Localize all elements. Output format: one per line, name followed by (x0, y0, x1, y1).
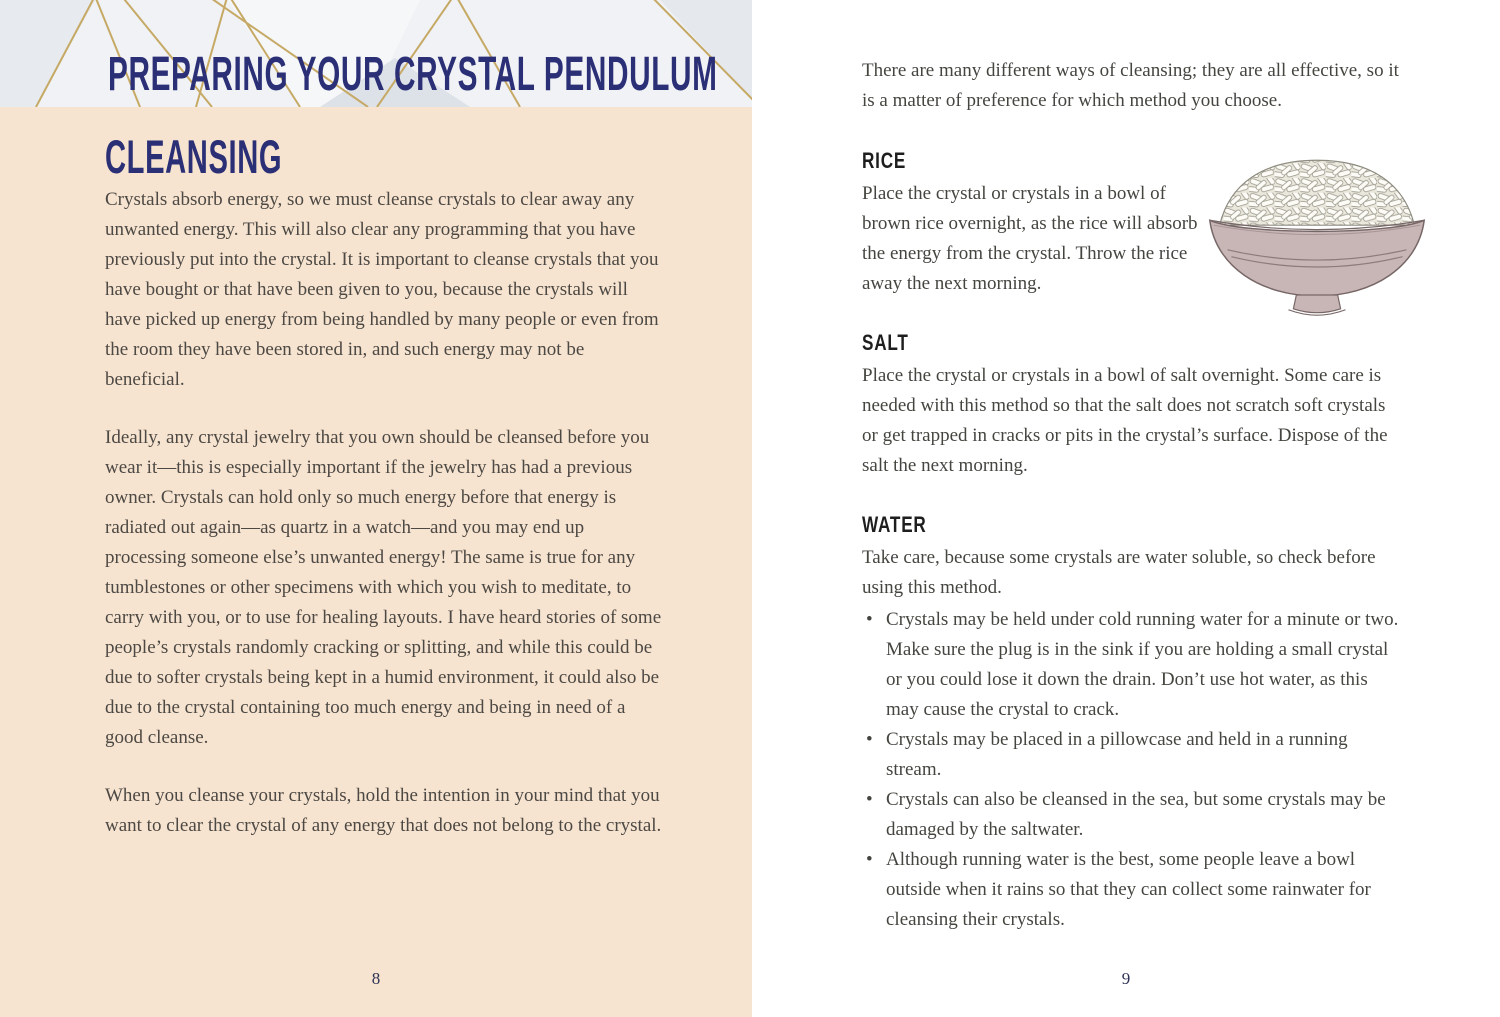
paragraph: Crystals absorb energy, so we must cleanse crystals to clear away any unwanted energy. This will also clear any programming that you have previously put into the crystal. It is important to cleanse crystals that you have bought or that have been given to you, because the crystals will have picked up energy from being handled by many people or even from the room they have been stored in, and such energy may not be beneficial. (105, 189, 659, 390)
water-bullet-list (862, 605, 1400, 935)
paragraph: Ideally, any crystal jewelry that you own should be cleansed before you wear it—this is especially important if the jewelry has had a previous owner. Crystals can hold only so much energy before that energy is radiated out again—as quartz in a watch—and you may end up processing someone else’s unwanted energy! The same is true for any tumblestones or other specimens with which you wish to meditate, to carry with you, or to use for healing layouts. I have heard stories of some people’s crystals randomly cracking or splitting, and while this could be due to softer crystals being kept in a humid environment, it could also be due to the crystal containing too much energy and being in need of a good cleanse. (105, 427, 662, 748)
page-number-left: 8 (371, 969, 381, 988)
list-item: • Although running water is the best, some people leave a bowl outside when it rains so that they can collect some rainwater for cleansing their crystals. (862, 845, 1400, 935)
intro-paragraph: There are many different ways of cleansing; they are all effective, so it is a matter of preference for which method you choose. (862, 60, 1399, 111)
method-section-salt (862, 330, 1400, 481)
section-heading-cleansing: CLEANSING (105, 130, 283, 183)
method-body: Place the crystal or crystals in a bowl of salt overnight. Some care is needed with this method so that the salt does not scratch soft crystals or get trapped in cracks or pits in the crystal’s surface. Dispose of the salt the next morning. (862, 365, 1388, 476)
left-page-body (105, 185, 663, 841)
bowl-of-rice-illustration (1198, 148, 1436, 324)
method-section-water (862, 512, 1400, 935)
rice-mound (1220, 160, 1415, 225)
method-heading-rice: RICE (862, 148, 907, 173)
method-body: Place the crystal or crystals in a bowl of brown rice overnight, as the rice will absorb the energy from the crystal. Throw the rice away the next morning. (862, 183, 1198, 294)
list-item: • Crystals can also be cleansed in the sea, but some crystals may be damaged by the saltwater. (862, 785, 1400, 845)
page-number-right: 9 (1121, 969, 1131, 988)
right-page-body (862, 0, 1400, 935)
chapter-title: PREPARING YOUR CRYSTAL PENDULUM (108, 48, 718, 101)
chapter-header (0, 0, 752, 107)
method-heading-salt: SALT (862, 330, 909, 355)
bowl-body (1210, 220, 1424, 296)
list-item: • Crystals may be held under cold running water for a minute or two. Make sure the plug is in the sink if you are holding a small crystal or you could lose it down the drain. Don’t use hot water, as this may cause the crystal to crack. (862, 605, 1400, 725)
paragraph: When you cleanse your crystals, hold the intention in your mind that you want to clear the crystal of any energy that does not belong to the crystal. (105, 785, 662, 836)
bowl-foot (1293, 295, 1340, 313)
right-page (752, 0, 1500, 1017)
method-body: Take care, because some crystals are water soluble, so check before using this method. (862, 547, 1376, 598)
method-heading-water: WATER (862, 512, 927, 537)
list-item: • Crystals may be placed in a pillowcase and held in a running stream. (862, 725, 1400, 785)
